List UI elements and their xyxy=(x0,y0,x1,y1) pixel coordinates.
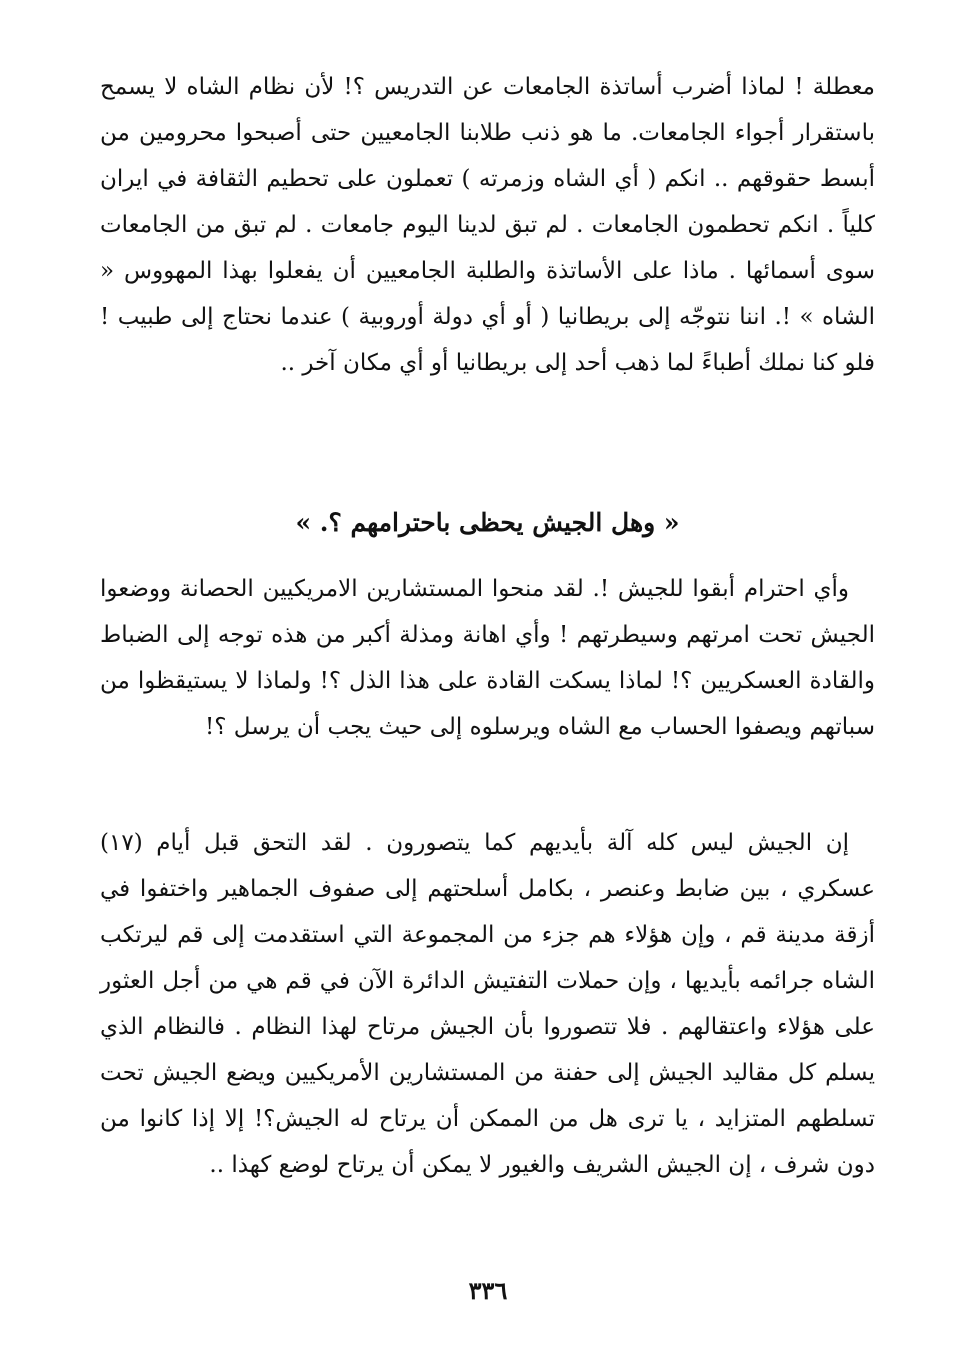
body-paragraph: معطلة ! لماذا أضرب أساتذة الجامعات عن التدريس ؟! لأن نظام الشاه لا يسمح باستقرار أجواء الجامعات. ما هو ذنب طلابنا الجامعيين حتى أصبحوا محرومين من أبسط حقوقهم .. انكم ( أي الشاه وزمرته ) تعملون على تحطيم الثقافة في ايران كلياً . انكم تحطمون الجامعات . لم تبق لدينا اليوم جامعات . لم تبق من الجامعات سوى أسمائها . ماذا على الأساتذة والطلبة الجامعيين أن يفعلوا بهذا المهووس « الشاه » !. اننا نتوجّه إلى بريطانيا ( أو أي دولة أوروبية ) عندما نحتاج إلى طبيب ! فلو كنا نملك أطباءً لما ذهب أحد إلى بريطانيا أو أي مكان آخر .. xyxy=(100,74,875,376)
body-paragraph: وأي احترام أبقوا للجيش !. لقد منحوا المستشارين الامريكيين الحصانة ووضعوا الجيش تحت امرتهم وسيطرتهم ! وأي اهانة ومذلة أكبر من هذه توجه إلى الضباط والقادة العسكريين ؟! لماذا يسكت القادة على هذا الذل ؟! ولماذا لا يستيقظوا من سباتهم ويصفوا الحساب مع الشاه ويرسلوه إلى حيث يجب أن يرسل ؟! xyxy=(100,576,875,740)
body-paragraph: إن الجيش ليس كله آلة بأيديهم كما يتصورون . لقد التحق قبل أيام (١٧) عسكري ، بين ضابط وعنصر ، بكامل أسلحتهم إلى صفوف الجماهير واختفوا في أزقة مدينة قم ، وإن هؤلاء هم جزء من المجموعة التي استقدمت إلى قم ليرتكب الشاه جرائمه بأيديها ، وإن حملات التفتيش الدائرة الآن في قم هي من أجل العثور على هؤلاء واعتقالهم . فلا تتصوروا بأن الجيش مرتاح لهذا النظام . فالنظام الذي يسلم كل مقاليد الجيش إلى حفنة من المستشارين الأمريكيين ويضع الجيش تحت تسلطهم المتزايد ، يا ترى هل من الممكن أن يرتاح له الجيش؟! إلا إذا كانوا من دون شرف ، إن الجيش الشريف والغيور لا يمكن أن يرتاح لوضع كهذا .. xyxy=(100,830,875,1178)
section-heading: « وهل الجيش يحظى باحترامهم ؟. » xyxy=(295,508,680,537)
page-number: ٣٣٦ xyxy=(468,1276,508,1305)
